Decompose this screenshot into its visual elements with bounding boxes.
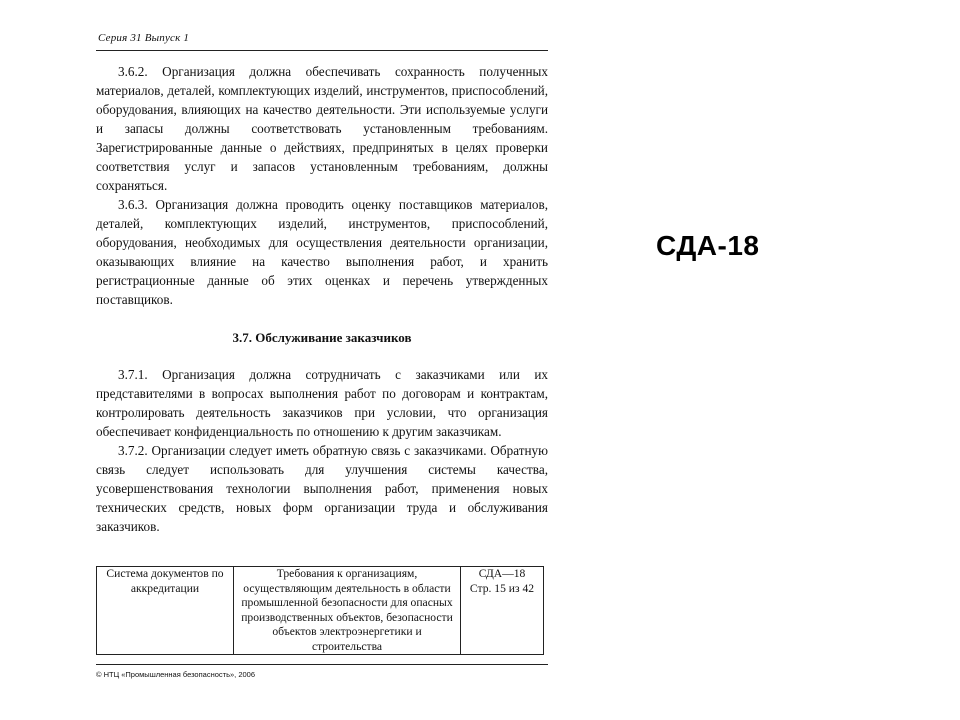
- stamp-row: [97, 567, 544, 655]
- stamp-page: Стр. 15 из 42: [469, 581, 535, 595]
- paragraph-3-6-2: 3.6.2. Организация должна обеспечивать сохранность полученных материалов, деталей, комплектующих изделий, инструментов, приспособлений, оборудования, влияющих на качество деятельности. Эти используемые услуги и запасы должны соответствовать установленным требованиям. Зарегистрированные данные о действиях, предпринятых в целях проверки соответствия услуг и запасов установленным требованиям, должны сохраняться.: [96, 64, 548, 193]
- document-body: [96, 62, 548, 536]
- paragraph-3-6-3: 3.6.3. Организация должна проводить оценку поставщиков материалов, деталей, комплектующих изделий, инструментов, приспособлений, оборудования, необходимых для осуществления деятельности организации, оказывающих влияние на качество выполнения работ, и хранить регистрационные данные об этих оценках и перечень утвержденных поставщиков.: [96, 197, 548, 307]
- series-label: Серия 31 Выпуск 1: [98, 32, 190, 44]
- stamp-code: СДА—18: [478, 567, 526, 580]
- paragraph-3-7-2: 3.7.2. Организации следует иметь обратную связь с заказчиками. Обратную связь следует использовать для улучшения системы качества, усовершенствования технологии выполнения работ, применения новых технических средств, новых форм организации труда и обслуживания заказчиков.: [96, 443, 548, 534]
- paragraph-3-7-1: 3.7.1. Организация должна сотрудничать с заказчиками или их представителями в вопросах выполнения работ по договорам и контрактам, контролировать деятельность заказчиков при условии, что организация обеспечивает конфиденциальность по отношению к другим заказчикам.: [96, 367, 548, 439]
- document-stamp-table: [96, 566, 544, 655]
- copyright-text: © НТЦ «Промышленная безопасность», 2006: [96, 670, 256, 679]
- running-header: [96, 28, 548, 51]
- running-footer: [96, 664, 548, 679]
- document-code-badge: СДА-18: [656, 230, 760, 261]
- stamp-system-cell: Система документов по аккредитации: [97, 567, 234, 655]
- section-title-3-7: 3.7. Обслуживание заказчиков: [232, 330, 412, 345]
- stamp-code-cell: [461, 567, 544, 655]
- stamp-requirements-cell: Требования к организациям, осуществляющим деятельность в области промышленной безопасности для опасных производственных объектов, безопасности объектов электроэнергетики и строительства: [234, 567, 461, 655]
